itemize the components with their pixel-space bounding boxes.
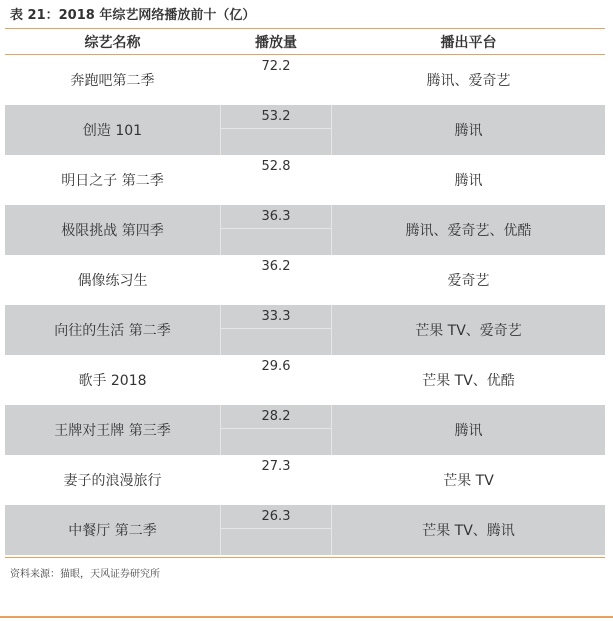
views-value: 27.3	[261, 459, 291, 474]
platform-cell: 腾讯	[454, 173, 483, 189]
source-note: 资料来源：猫眼，天风证券研究所	[10, 569, 160, 580]
views-value: 36.2	[261, 259, 291, 274]
platform-cell: 腾讯、爱奇艺、优酷	[405, 223, 532, 239]
platform-cell: 芒果 TV、腾讯	[422, 523, 515, 539]
show-name: 歌手 2018	[78, 373, 147, 389]
table-header	[5, 29, 605, 55]
footer-rule	[0, 616, 613, 618]
show-name: 创造 101	[82, 123, 143, 139]
views-value: 33.3	[261, 309, 291, 324]
show-name: 向往的生活 第二季	[54, 323, 171, 339]
platform-cell: 芒果 TV	[443, 473, 494, 489]
views-value: 53.2	[261, 109, 291, 124]
table-row	[5, 105, 605, 155]
header-platform: 播出平台	[440, 34, 497, 51]
platform-cell: 腾讯	[454, 123, 483, 139]
table-row	[5, 205, 605, 255]
views-cell	[220, 355, 332, 405]
platform-cell: 芒果 TV、优酷	[422, 373, 515, 389]
views-value: 28.2	[261, 409, 291, 424]
views-value: 52.8	[261, 159, 291, 174]
header-views: 播放量	[255, 34, 297, 51]
platform-cell: 腾讯、爱奇艺	[426, 73, 511, 89]
views-cell	[220, 55, 332, 105]
show-name: 明日之子 第二季	[61, 173, 164, 189]
show-name: 王牌对王牌 第三季	[54, 423, 171, 439]
table-row	[5, 55, 605, 105]
show-name: 妻子的浪漫旅行	[63, 473, 162, 489]
views-value: 26.3	[261, 509, 291, 524]
show-name: 中餐厅 第二季	[68, 523, 157, 539]
show-name: 偶像练习生	[77, 273, 148, 289]
views-cell	[220, 305, 332, 355]
table-bottom-rule	[5, 557, 605, 558]
show-name: 奔跑吧第二季	[70, 73, 155, 89]
table-row	[5, 155, 605, 205]
table-row	[5, 505, 605, 555]
views-value: 29.6	[261, 359, 291, 374]
table-row	[5, 255, 605, 305]
header-name: 综艺名称	[84, 34, 141, 51]
views-cell	[220, 105, 332, 155]
views-cell	[220, 155, 332, 205]
views-cell	[220, 205, 332, 255]
views-cell	[220, 405, 332, 455]
views-cell	[220, 505, 332, 555]
table-row	[5, 455, 605, 505]
table-row	[5, 305, 605, 355]
views-cell	[220, 255, 332, 305]
data-table	[5, 28, 605, 555]
table-row	[5, 405, 605, 455]
views-cell	[220, 455, 332, 505]
platform-cell: 腾讯	[454, 423, 483, 439]
table-row	[5, 355, 605, 405]
views-value: 72.2	[261, 59, 291, 74]
show-name: 极限挑战 第四季	[61, 223, 164, 239]
table-title: 表 21：2018 年综艺网络播放前十（亿）	[10, 8, 256, 23]
views-value: 36.3	[261, 209, 291, 224]
platform-cell: 芒果 TV、爱奇艺	[415, 323, 522, 339]
platform-cell: 爱奇艺	[447, 273, 490, 289]
